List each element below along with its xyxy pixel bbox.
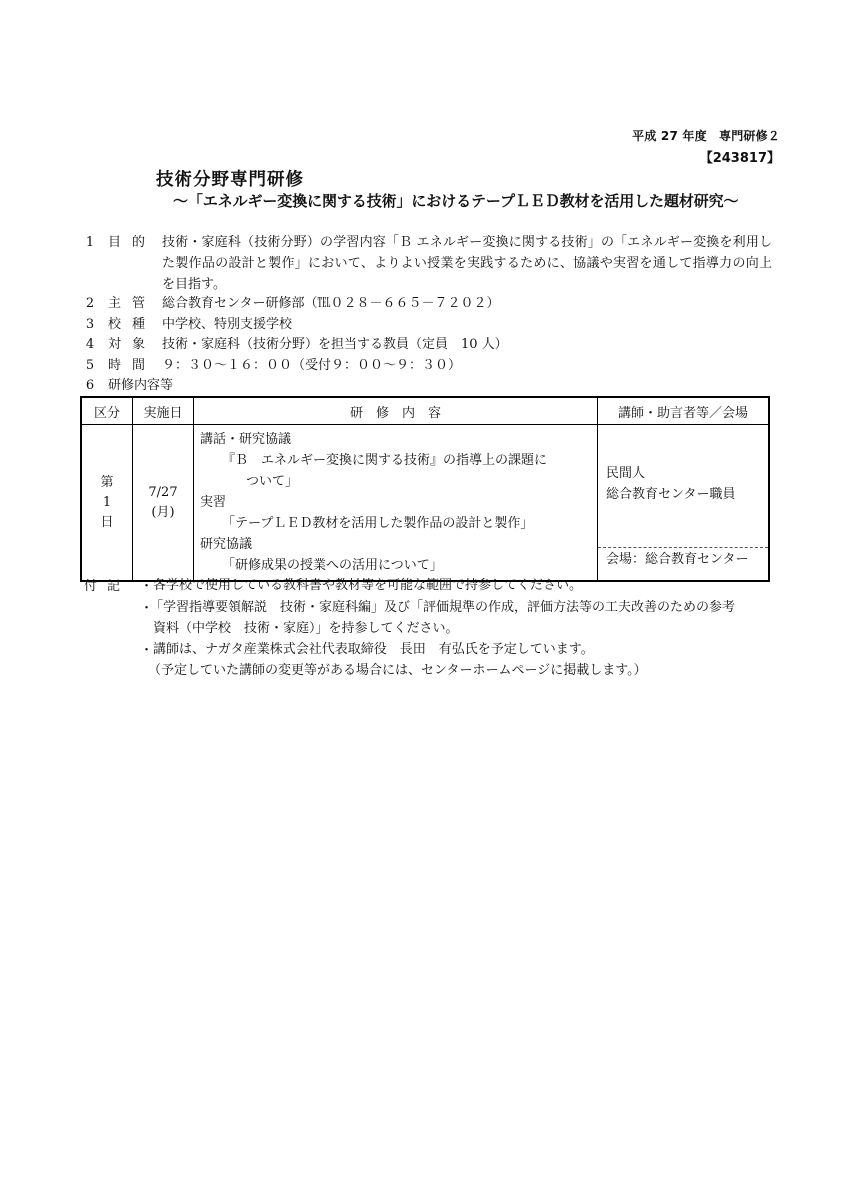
- note-2-line-2: 資料（中学校 技術・家庭）」を持参してください。: [153, 621, 459, 636]
- content-item-title: 実習: [200, 495, 227, 510]
- content-item-detail: 「テープＬＥＤ教材を活用した製作品の設計と製作」: [222, 516, 534, 531]
- school-text: 中学校、特別支援学校: [162, 317, 293, 332]
- section-number: 4: [85, 337, 95, 352]
- bullet-mark: ・: [140, 643, 154, 658]
- bullet-mark: ・: [140, 601, 154, 616]
- content-item-title: 講話・研究協議: [200, 432, 292, 447]
- content-item-detail: ついて」: [246, 474, 299, 489]
- table-row: [81, 425, 769, 582]
- section-number: 2: [85, 296, 95, 311]
- section-label: 対象: [108, 337, 157, 352]
- section-number: 3: [85, 317, 95, 332]
- page-title: 技術分野専門研修: [156, 170, 304, 190]
- note-3-line-1: 講師は、ナガタ産業株式会社代表取締役 長田 有弘氏を予定しています。: [153, 642, 594, 657]
- bullet-mark: ・: [140, 579, 154, 594]
- section-number: 5: [85, 358, 95, 373]
- lecturer-item: 民間人: [606, 466, 646, 481]
- course-code: 【243817】: [699, 151, 780, 166]
- host-text: 総合教育センター研修部（℡０２８－６６５－７２０２）: [162, 296, 500, 311]
- division-char: 1: [102, 494, 112, 510]
- date-value: 7/27: [148, 484, 178, 500]
- target-text: 技術・家庭科（技術分野）を担当する教員（定員 10 人）: [162, 337, 508, 352]
- content-item-detail: 『Ｂ エネルギー変換に関する技術』の指導上の課題に: [222, 453, 548, 468]
- schedule-table: [80, 396, 770, 582]
- content-cell: [194, 425, 598, 582]
- col-header-content: 研 修 内 容: [194, 397, 598, 425]
- page-subtitle: ～「エネルギー変換に関する技術」におけるテープＬＥＤ教材を活用した題材研究～: [173, 192, 739, 210]
- section-number: 6: [85, 378, 95, 393]
- lecturer-list: [598, 425, 768, 547]
- note-1: 各学校で使用している教科書や教材等を可能な範囲で持参してください。: [153, 578, 583, 593]
- lecturer-item: 総合教育センター職員: [606, 487, 736, 502]
- section-label: 主管: [108, 296, 157, 311]
- notes-label: 付記: [84, 579, 131, 594]
- time-text: ９：３０～１６：００（受付９：００～９：３０）: [162, 358, 462, 373]
- division-cell: [81, 425, 133, 582]
- note-3-line-2: （予定していた講師の変更等がある場合には、センターホームページに掲載します。）: [148, 663, 647, 678]
- section-label: 目的: [108, 235, 157, 250]
- section-label: 研修内容等: [108, 378, 174, 393]
- purpose-text: 技術・家庭科（技術分野）の学習内容「Ｂ エネルギー変換に関する技術」の「エネルギー変換を利用した製作品の設計と製作」において、よりよい授業を実践するために、協議や実習を通して指導力の向上を目指す。: [162, 235, 772, 292]
- date-cell: [133, 425, 194, 582]
- content-item-detail: 「研修成果の授業への活用について」: [222, 558, 443, 573]
- division-char: 日: [100, 514, 114, 530]
- lecturer-cell: [598, 425, 770, 582]
- section-number: 1: [85, 235, 95, 250]
- note-2-line-1: 「学習指導要領解説 技術・家庭科編」及び「評価規準の作成，評価方法等の工夫改善のための参考: [150, 600, 736, 615]
- table-header-row: [81, 397, 769, 425]
- section-label: 時間: [108, 358, 157, 373]
- division-char: 第: [100, 474, 114, 490]
- col-header-division: 区分: [81, 397, 133, 425]
- year-course-line: 平成 27 年度 専門研修２: [632, 129, 780, 143]
- venue-text: 会場：総合教育センター: [598, 547, 768, 573]
- content-item-title: 研究協議: [200, 537, 253, 552]
- col-header-lecturer: 講師・助言者等／会場: [598, 397, 770, 425]
- weekday-value: (月): [151, 504, 175, 520]
- col-header-date: 実施日: [133, 397, 194, 425]
- section-label: 校種: [108, 317, 157, 332]
